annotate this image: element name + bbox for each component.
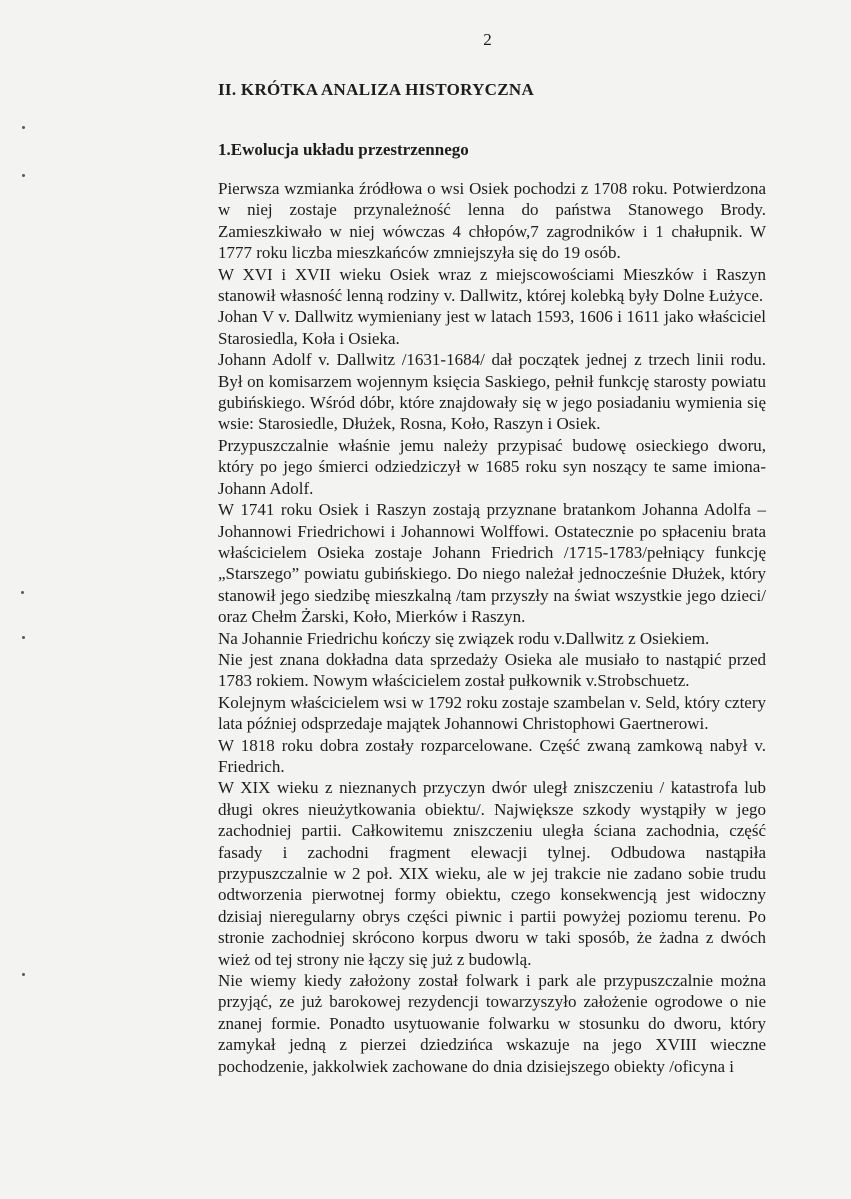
paragraph: W XIX wieku z nieznanych przyczyn dwór uległ zniszczeniu / katastrofa lub długi okres nieużytkowania obiektu/. Największe szkody wystąpiły w jego zachodniej partii. Całkowitemu zniszczeniu uległa ściana zachodnia, część fasady i zachodni fragment elewacji tylnej. Odbudowa nastąpiła przypuszczalnie w 2 poł. XIX wieku, ale w jej trakcie nie zadano sobie trudu odtworzenia pierwotnej formy obiektu, czego konsekwencją jest widoczny dzisiaj nieregularny obrys części piwnic i partii powyżej poziomu terenu. Po stronie zachodniej skrócono korpus dworu w taki sposób, że żadna z dwóch wież od tej strony nie łączy się już z budowlą.	[218, 778, 766, 969]
scan-mark	[22, 174, 25, 177]
paragraph: Przypuszczalnie właśnie jemu należy przypisać budowę osieckiego dworu, który po jego śmierci odziedziczył w 1685 roku syn noszący te same imiona- Johann Adolf.	[218, 435, 766, 498]
paragraph: Nie jest znana dokładna data sprzedaży Osieka ale musiało to nastąpić przed 1783 rokiem. Nowym właścicielem został pułkownik v.Strobschuetz.	[218, 649, 766, 691]
paragraph: Johann Adolf v. Dallwitz /1631-1684/ dał początek jednej z trzech linii rodu. Był on komisarzem wojennym księcia Saskiego, pełnił funkcję starosty powiatu gubińskiego. Wśród dóbr, które znajdowały się w jego posiadaniu wymienia się wsie: Starosiedle, Dłużek, Rosna, Koło, Raszyn i Osiek.	[218, 350, 766, 434]
scan-mark	[22, 126, 25, 129]
paragraph: W XVI i XVII wieku Osiek wraz z miejscowościami Mieszków i Raszyn stanowił własność lenną rodziny v. Dallwitz, której kolebką były Dolne Łużyce.	[218, 264, 766, 306]
section-title: 1.Ewolucja układu przestrzennego	[218, 140, 469, 159]
scan-mark	[22, 973, 25, 976]
paragraph: Kolejnym właścicielem wsi w 1792 roku zostaje szambelan v. Seld, który cztery lata później odsprzedaje majątek Johannowi Christophowi Gaertnerowi.	[218, 692, 766, 734]
body-text	[218, 178, 766, 1077]
page-number: 2	[483, 30, 492, 49]
paragraph: Nie wiemy kiedy założony został folwark i park ale przypuszczalnie można przyjąć, ze już barokowej rezydencji towarzyszyło założenie ogrodowe o nie znanej formie. Ponadto usytuowanie folwarku w stosunku do dworu, który zamykał jedną z pierzei dziedzińca wskazuje na jego XVIII wieczne pochodzenie, jakkolwiek zachowane do dnia dzisiejszego obiekty /oficyna i	[218, 971, 766, 1076]
scan-mark	[21, 591, 24, 594]
chapter-title: II. KRÓTKA ANALIZA HISTORYCZNA	[218, 80, 535, 99]
paragraph: W 1818 roku dobra zostały rozparcelowane. Część zwaną zamkową nabył v. Friedrich.	[218, 735, 766, 776]
scan-mark	[22, 636, 25, 639]
paragraph: Pierwsza wzmianka źródłowa o wsi Osiek pochodzi z 1708 roku. Potwierdzona w niej zostaje przynależność lenna do państwa Stanowego Brody. Zamieszkiwało w niej wówczas 4 chłopów,7 zagrodników i 1 chałupnik. W 1777 roku liczba mieszkańców zmniejszyła się do 19 osób.	[218, 179, 766, 263]
paragraph: Johan V v. Dallwitz wymieniany jest w latach 1593, 1606 i 1611 jako właściciel Starosiedla, Koła i Osieka.	[218, 307, 766, 348]
paragraph: W 1741 roku Osiek i Raszyn zostają przyznane bratankom Johanna Adolfa – Johannowi Friedrichowi i Johannowi Wolffowi. Ostatecznie po spłaceniu brata właścicielem Osieka zostaje Johann Friedrich /1715-1783/pełniący funkcję „Starszego” powiatu gubińskiego. Do niego należał jednocześnie Dłużek, który stanowił jego siedzibę mieszkalną /tam przyszły na świat wszystkie jego dzieci/ oraz Chełm Żarski, Koło, Mierków i Raszyn.	[218, 500, 766, 627]
paragraph: Na Johannie Friedrichu kończy się związek rodu v.Dallwitz z Osiekiem.	[218, 628, 710, 648]
